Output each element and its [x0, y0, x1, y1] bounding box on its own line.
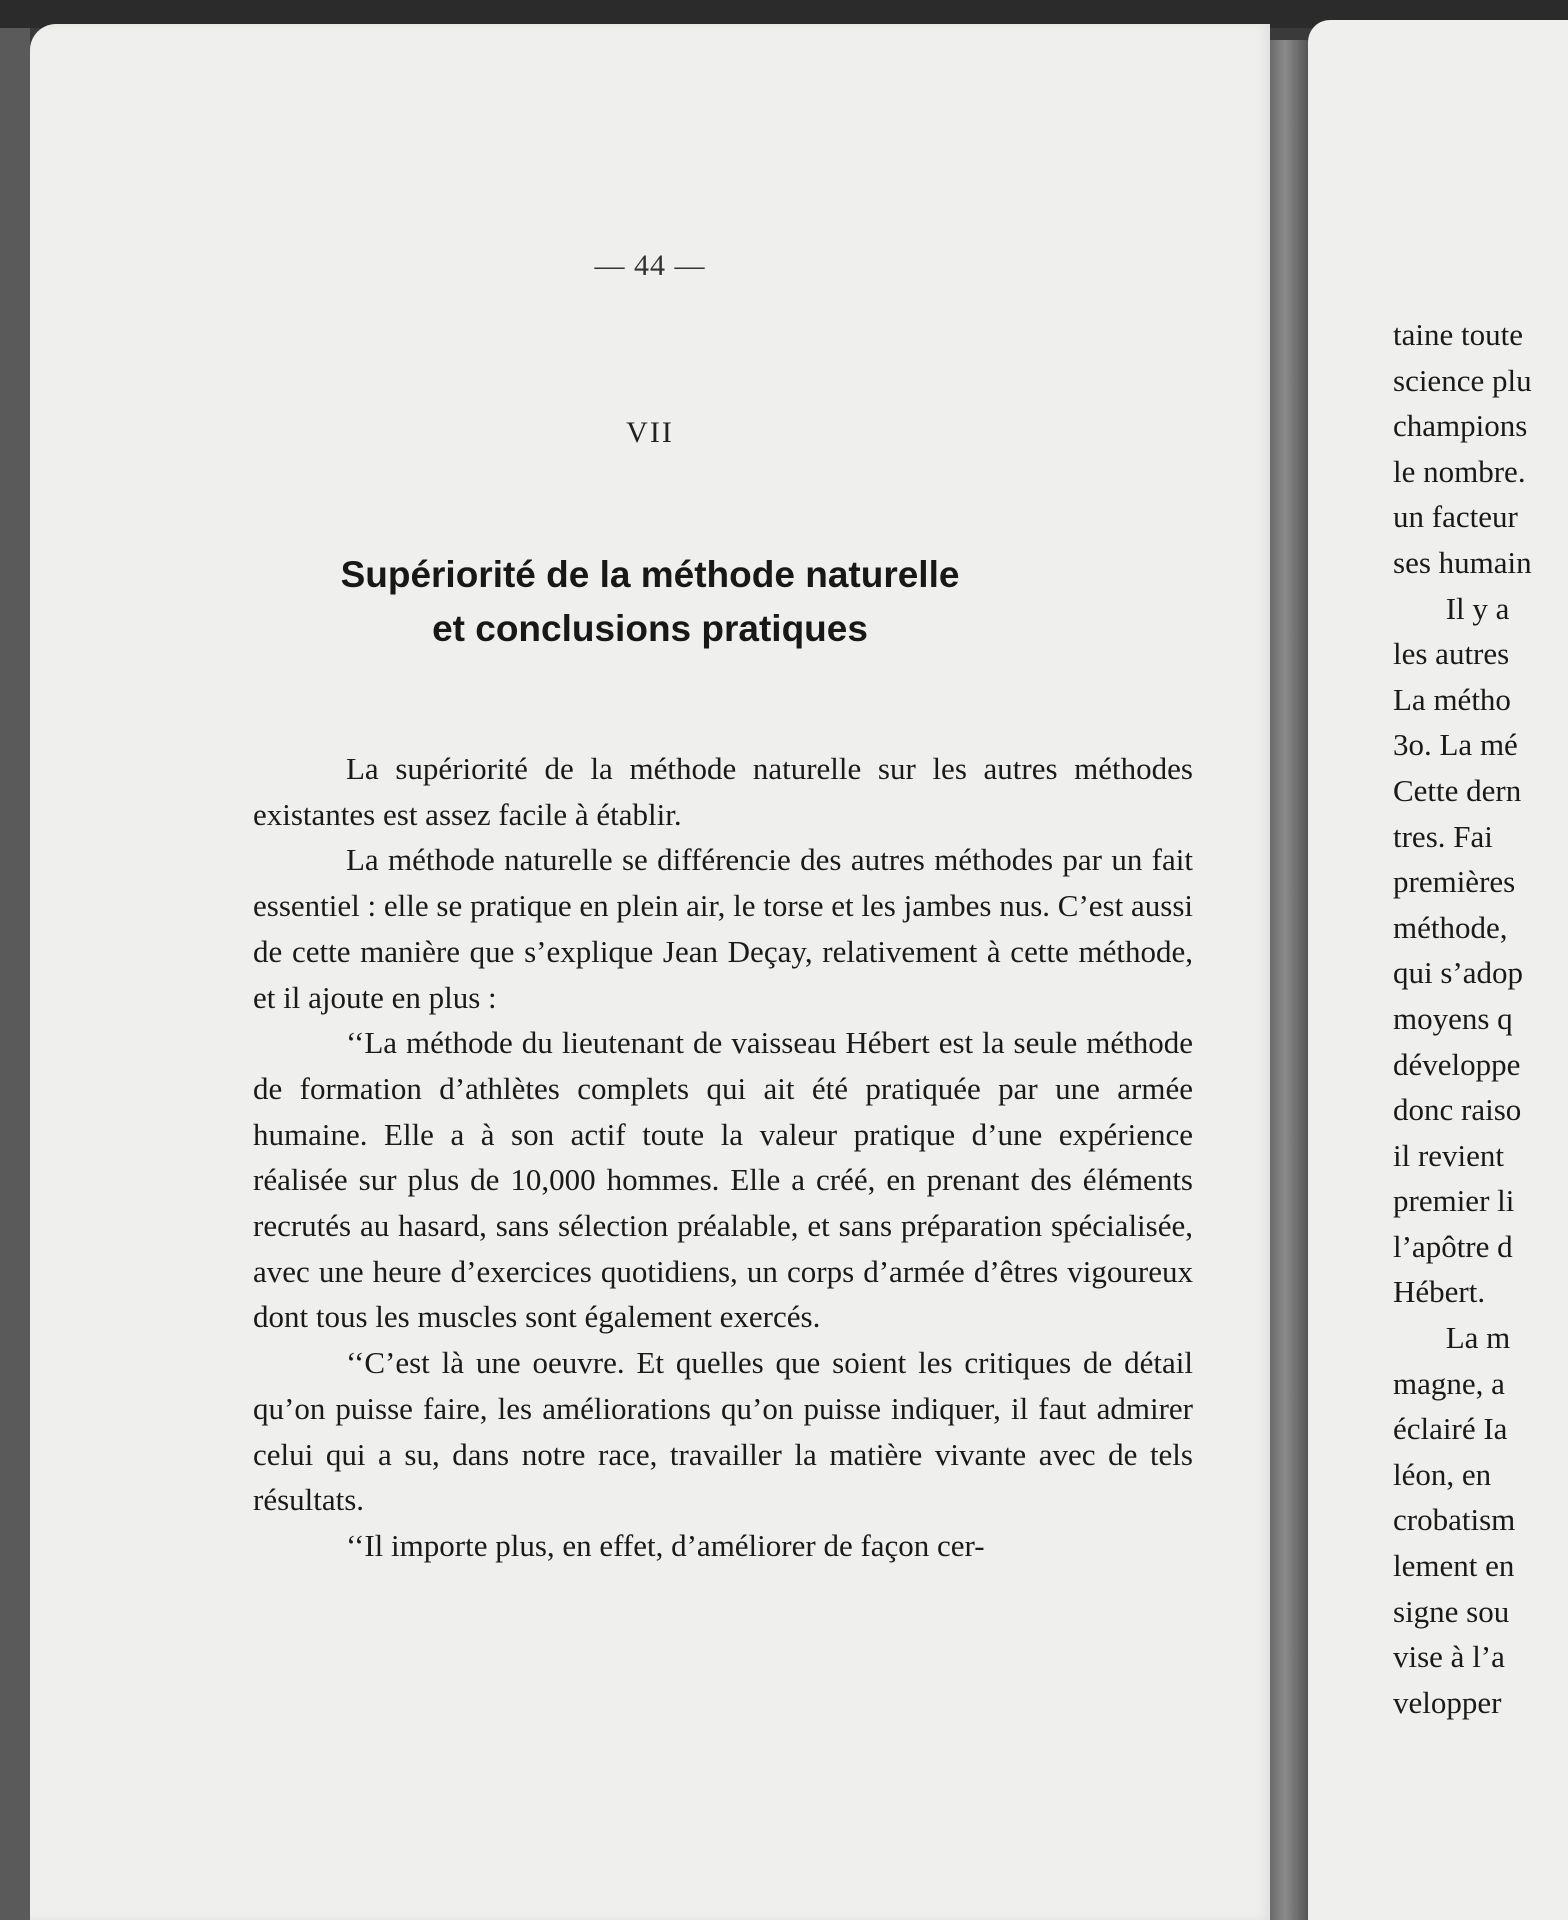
right-page-line: La métho: [1393, 681, 1511, 717]
right-page-line: qui s’adop: [1393, 955, 1524, 991]
right-page-line: un facteur: [1393, 499, 1518, 535]
right-page-line: taine toute: [1393, 317, 1523, 352]
paragraph: ‘‘C’est là une oeuvre. Et quelles que soient les critiques de détail qu’on puisse faire, les améliorations qu’on puisse indiquer, il faut admirer celui qui a su, dans notre race, travailler la matière vivante avec de tels résultats.: [253, 1345, 1193, 1518]
right-page-line: Hébert.: [1393, 1274, 1486, 1310]
book-left-edge: [0, 28, 30, 1920]
right-page: [1308, 20, 1568, 1920]
chapter-title: [30, 548, 1270, 656]
right-page-line: léon, en: [1393, 1456, 1492, 1492]
right-page-line: tres. Fai: [1393, 818, 1493, 854]
right-page-line: La m: [1445, 1320, 1511, 1356]
right-page-text: [1393, 312, 1568, 1725]
chapter-title-line-2: et conclusions pratiques: [432, 608, 868, 649]
right-page-line: l’apôtre d: [1393, 1228, 1513, 1264]
right-page-line: velopper: [1393, 1684, 1502, 1720]
right-page-line: magne, a: [1393, 1365, 1505, 1401]
right-page-line: signe sou: [1393, 1593, 1510, 1629]
paragraph: La supériorité de la méthode naturelle sur les autres méthodes existantes est assez facile à établir.: [253, 751, 1193, 832]
page-number: — 44 —: [594, 249, 706, 282]
book-gutter: [1270, 40, 1308, 1920]
right-page-line: crobatism: [1393, 1502, 1516, 1538]
paragraph: ‘‘Il importe plus, en effet, d’améliorer de façon cer-: [346, 1527, 985, 1563]
left-page: [30, 24, 1270, 1920]
right-page-line: il revient: [1393, 1137, 1505, 1173]
right-page-line: Cette dern: [1393, 772, 1522, 808]
chapter-title-line-1: Supériorité de la méthode naturelle: [340, 554, 960, 595]
right-page-line: les autres: [1393, 636, 1510, 672]
right-page-line: science plu: [1393, 362, 1532, 398]
right-page-line: vise à l’a: [1393, 1639, 1505, 1675]
right-page-line: 3o. La mé: [1393, 727, 1518, 763]
paragraph: La méthode naturelle se différencie des autres méthodes par un fait essentiel : elle se pratique en plein air, le torse et les jambes nus. C’est aussi de cette manière que s’explique Jean Deçay, relativement à cette méthode, et il ajoute en plus :: [253, 842, 1193, 1015]
right-page-line: ses humain: [1393, 544, 1532, 580]
right-page-line: premières: [1393, 864, 1516, 900]
right-page-line: premier li: [1393, 1183, 1515, 1219]
body-text: [253, 746, 1193, 1569]
right-page-line: champions: [1393, 408, 1528, 444]
right-page-line: moyens q: [1393, 1000, 1513, 1036]
right-page-line: méthode,: [1393, 909, 1508, 945]
right-page-line: le nombre.: [1393, 453, 1526, 489]
chapter-number: VII: [626, 416, 674, 449]
right-page-line: Il y a: [1445, 590, 1510, 626]
paragraph: ‘‘La méthode du lieutenant de vaisseau Hébert est la seule méthode de formation d’athlètes complets qui ait été pratiquée par une armée humaine. Elle a à son actif toute la valeur pratique d’une expérience réalisée sur plus de 10,000 hommes. Elle a créé, en prenant des éléments recrutés au hasard, sans sélection préalable, et sans préparation spécialisée, avec une heure d’exercices quotidiens, un corps d’armée d’êtres vigoureux dont tous les muscles sont également exercés.: [253, 1025, 1193, 1335]
right-page-line: développe: [1393, 1046, 1521, 1082]
right-page-line: lement en: [1393, 1548, 1515, 1584]
right-page-line: éclairé Ia: [1393, 1411, 1508, 1447]
right-page-line: donc raiso: [1393, 1092, 1522, 1128]
